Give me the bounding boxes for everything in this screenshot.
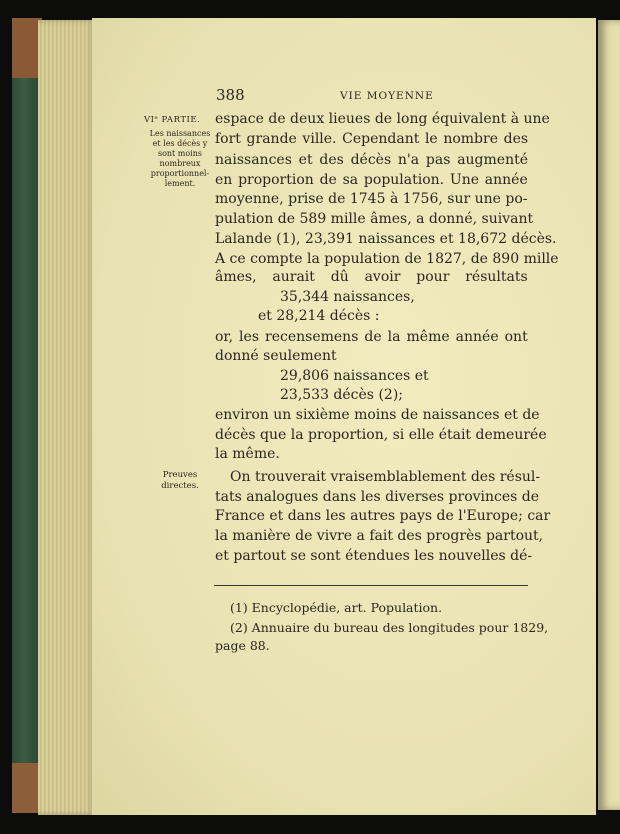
footnote-2-continued: page 88. xyxy=(215,638,270,653)
body-line-18: la même. xyxy=(215,446,280,462)
body-line-17: décès que la proportion, si elle était demeurée xyxy=(215,427,547,443)
body-line-14: 29,806 naissances et xyxy=(280,368,429,384)
facing-page-edge xyxy=(598,20,620,810)
margin-note-line: Les naissances xyxy=(149,129,211,138)
body-line-19: On trouverait vraisemblablement des résul- xyxy=(230,469,541,485)
margin-note-line: directes. xyxy=(161,481,199,491)
body-line-23: et partout se sont étendues les nouvelles dé- xyxy=(215,548,533,564)
body-line-16: environ un sixième moins de naissances et de xyxy=(215,407,540,423)
body-line-1: espace de deux lieues de long équivalent à une xyxy=(215,111,550,127)
margin-note-line: sont moins xyxy=(157,149,203,158)
running-head: VIE MOYENNE xyxy=(340,90,434,102)
body-line-12: or, les recensemens de la même année ont xyxy=(215,329,528,345)
footnote-1: (1) Encyclopédie, art. Population. xyxy=(230,600,443,615)
body-line-6: pulation de 589 mille âmes, a donné, suivant xyxy=(215,211,534,227)
footnote-2: (2) Annuaire du bureau des longitudes pour 1829, xyxy=(230,620,549,635)
body-line-9: âmes, aurait dû avoir pour résultats xyxy=(215,269,528,285)
margin-note-line: proportionnel- xyxy=(150,169,210,178)
margin-note-line: nombreux xyxy=(159,159,201,168)
body-line-10: 35,344 naissances, xyxy=(280,289,415,305)
margin-note-births-deaths xyxy=(144,129,216,189)
body-line-11: et 28,214 décès : xyxy=(258,308,380,324)
body-line-2: fort grande ville. Cependant le nombre des xyxy=(215,131,529,147)
body-line-22: la manière de vivre a fait des progrès partout, xyxy=(215,528,544,544)
body-line-13: donné seulement xyxy=(215,348,337,364)
margin-note-proofs xyxy=(150,470,210,492)
margin-note-line: lement. xyxy=(164,179,196,188)
margin-part-label: VIᵉ PARTIE. xyxy=(144,115,201,125)
body-line-4: en proportion de sa population. Une année xyxy=(215,172,528,188)
footnote-rule xyxy=(214,585,528,586)
page-number: 388 xyxy=(216,86,245,104)
body-line-7: Lalande (1), 23,391 naissances et 18,672 décès. xyxy=(215,231,557,247)
body-line-8: A ce compte la population de 1827, de 890 mille xyxy=(215,251,559,267)
body-line-3: naissances et des décès n'a pas augmenté xyxy=(215,152,529,168)
margin-note-line: et les décès y xyxy=(152,139,208,148)
margin-note-line: Preuves xyxy=(162,470,198,480)
body-line-5: moyenne, prise de 1745 à 1756, sur une po- xyxy=(215,191,528,207)
body-line-21: France et dans les autres pays de l'Europe; car xyxy=(215,508,551,524)
body-line-20: tats analogues dans les diverses provinces de xyxy=(215,489,540,505)
body-line-15: 23,533 décès (2); xyxy=(280,387,403,403)
page-edges xyxy=(38,20,96,815)
